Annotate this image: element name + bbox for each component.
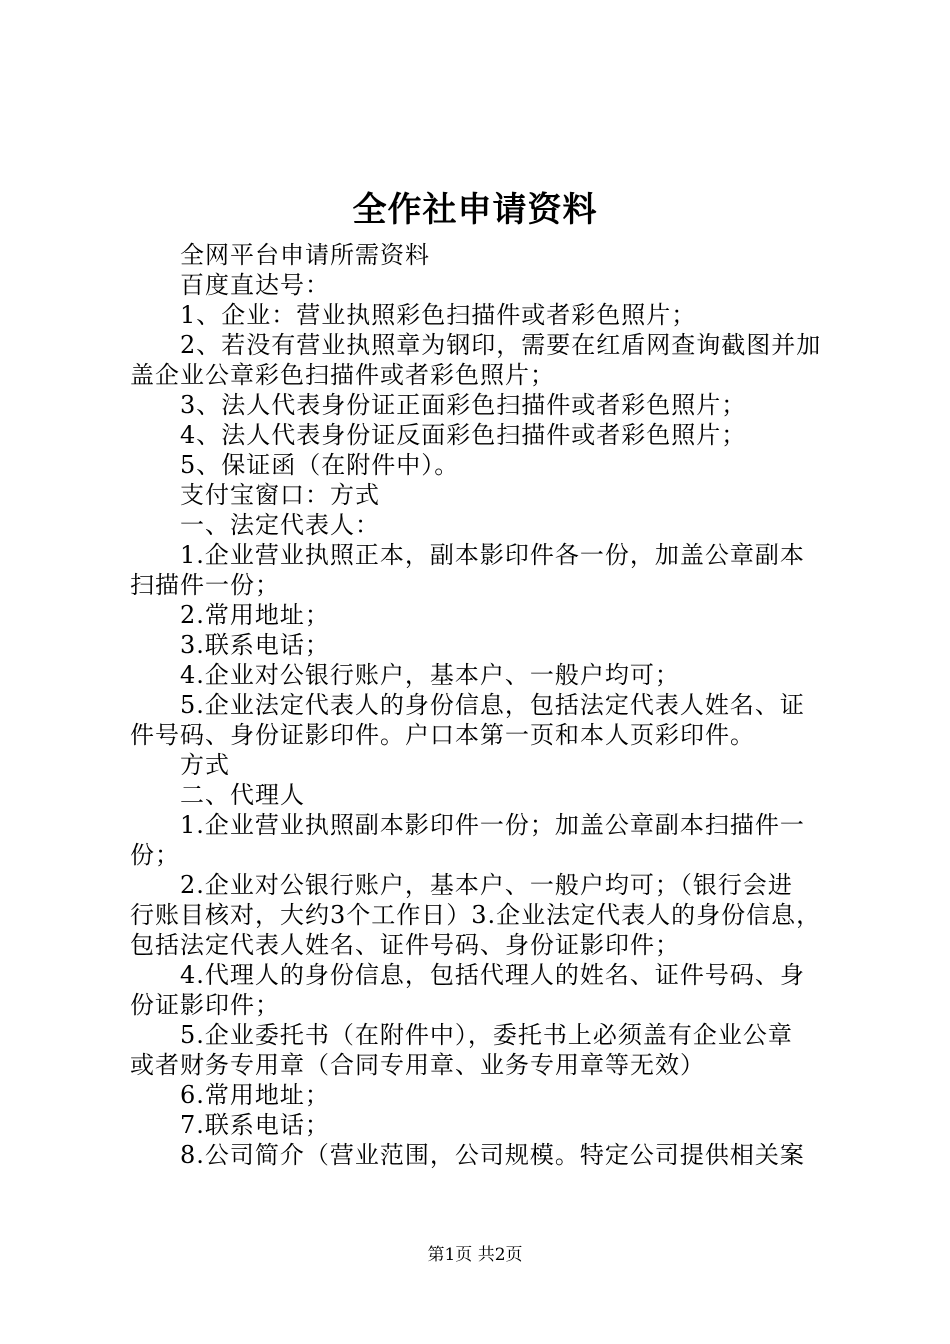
text-line: 3、法人代表身份证正面彩色扫描件或者彩色照片； [180, 391, 747, 419]
text-line: 盖企业公章彩色扫描件或者彩色照片； [130, 361, 555, 389]
text-line: 3.联系电话； [180, 631, 330, 659]
text-line: 一、法定代表人： [180, 511, 380, 539]
text-line: 2、若没有营业执照章为钢印，需要在红盾网查询截图并加 [180, 331, 822, 359]
document-body [130, 240, 836, 1170]
text-line: 4.代理人的身份信息，包括代理人的姓名、证件号码、身 [180, 961, 805, 989]
text-line: 二、代理人 [180, 781, 305, 809]
text-line: 扫描件一份； [130, 571, 280, 599]
text-line: 行账目核对，大约3个工作日）3.企业法定代表人的身份信息， [130, 901, 822, 929]
text-line: 或者财务专用章（合同专用章、业务专用章等无效） [130, 1051, 705, 1079]
text-line: 5.企业法定代表人的身份信息，包括法定代表人姓名、证 [180, 691, 805, 719]
text-line: 方式 [180, 751, 230, 779]
text-line: 1.企业营业执照副本影印件一份；加盖公章副本扫描件一 [180, 811, 805, 839]
text-line: 6.常用地址； [180, 1081, 330, 1109]
document-title: 全作社申请资料 [352, 190, 598, 230]
text-line: 2.常用地址； [180, 601, 330, 629]
text-line: 百度直达号： [180, 271, 330, 299]
text-line: 5、保证函（在附件中）。 [180, 451, 460, 479]
text-line: 8.公司简介（营业范围，公司规模。特定公司提供相关案 [180, 1141, 805, 1169]
text-line: 包括法定代表人姓名、证件号码、身份证影印件； [130, 931, 680, 959]
text-line: 件号码、身份证影印件。户口本第一页和本人页彩印件。 [130, 721, 755, 749]
text-line: 支付宝窗口：方式 [180, 481, 380, 509]
page-footer: 第1页 共2页 [427, 1245, 523, 1265]
text-line: 全网平台申请所需资料 [180, 241, 430, 269]
text-line: 4、法人代表身份证反面彩色扫描件或者彩色照片； [180, 421, 747, 449]
text-line: 份证影印件； [130, 991, 280, 1019]
text-line: 5.企业委托书（在附件中），委托书上必须盖有企业公章 [180, 1021, 793, 1049]
text-line: 份； [130, 841, 180, 869]
text-line: 2.企业对公银行账户，基本户、一般户均可；（银行会进 [180, 871, 793, 899]
text-line: 4.企业对公银行账户，基本户、一般户均可； [180, 661, 680, 689]
text-line: 7.联系电话； [180, 1111, 330, 1139]
text-line: 1.企业营业执照正本，副本影印件各一份，加盖公章副本 [180, 541, 805, 569]
text-line: 1、企业：营业执照彩色扫描件或者彩色照片； [180, 301, 697, 329]
